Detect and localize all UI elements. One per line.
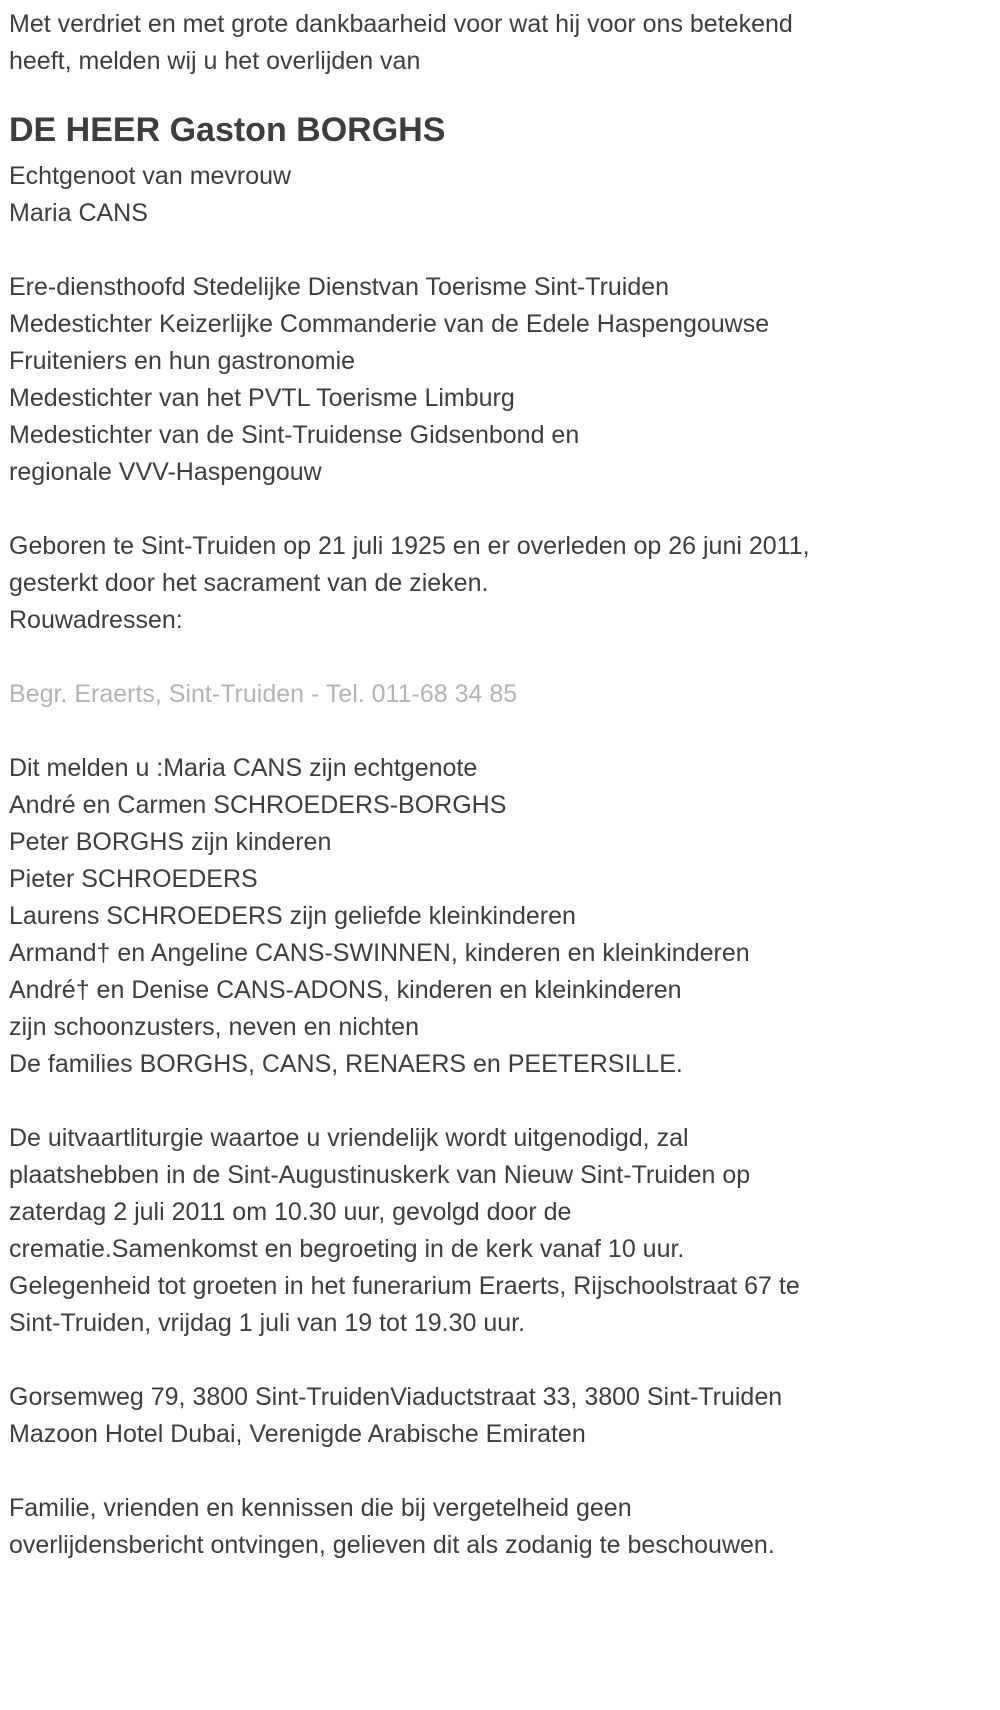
- family-line: André† en Denise CANS-ADONS, kinderen en kleinkinderen: [9, 976, 682, 1004]
- spouse-name: Maria CANS: [9, 199, 148, 227]
- family-line: Laurens SCHROEDERS zijn geliefde kleinkinderen: [9, 902, 576, 930]
- funeral-home-line: Begr. Eraerts, Sint-Truiden - Tel. 011-68 34 85: [9, 680, 518, 708]
- spouse-relation-line: Echtgenoot van mevrouw: [9, 162, 292, 190]
- birth-death-line: Geboren te Sint-Truiden op 21 juli 1925 en er overleden op 26 juni 2011,: [9, 532, 810, 560]
- honor-line: Fruiteniers en hun gastronomie: [9, 347, 356, 375]
- address-line: Gorsemweg 79, 3800 Sint-TruidenViaductstraat 33, 3800 Sint-Truiden: [9, 1383, 783, 1411]
- address-line: Mazoon Hotel Dubai, Verenigde Arabische Emiraten: [9, 1420, 586, 1448]
- family-line: André en Carmen SCHROEDERS-BORGHS: [9, 791, 507, 819]
- ceremony-line: crematie.Samenkomst en begroeting in de kerk vanaf 10 uur.: [9, 1235, 685, 1263]
- honor-line: Ere-diensthoofd Stedelijke Dienstvan Toerisme Sint-Truiden: [9, 273, 670, 301]
- ceremony-line: zaterdag 2 juli 2011 om 10.30 uur, gevolgd door de: [9, 1198, 572, 1226]
- ceremony-line: Sint-Truiden, vrijdag 1 juli van 19 tot 19.30 uur.: [9, 1309, 526, 1337]
- honors-list: [9, 269, 990, 491]
- ceremony-line: De uitvaartliturgie waartoe u vriendelijk wordt uitgenodigd, zal: [9, 1124, 689, 1152]
- addresses-paragraph: [9, 1379, 990, 1453]
- intro-line: heeft, melden wij u het overlijden van: [9, 47, 421, 75]
- honor-line: Medestichter Keizerlijke Commanderie van de Edele Haspengouwse: [9, 310, 770, 338]
- honor-line: regionale VVV-Haspengouw: [9, 458, 322, 486]
- funeral-home-contact: [9, 676, 990, 713]
- closing-line: overlijdensbericht ontvingen, gelieven dit als zodanig te beschouwen.: [9, 1531, 775, 1559]
- deceased-section: [9, 106, 990, 232]
- family-line: De families BORGHS, CANS, RENAERS en PEETERSILLE.: [9, 1050, 683, 1078]
- ceremony-line: Gelegenheid tot groeten in het funerarium Eraerts, Rijschoolstraat 67 te: [9, 1272, 800, 1300]
- rouwadressen-label: Rouwadressen:: [9, 606, 183, 634]
- honor-line: Medestichter van de Sint-Truidense Gidsenbond en: [9, 421, 580, 449]
- family-list: [9, 750, 990, 1083]
- intro-line: Met verdriet en met grote dankbaarheid voor wat hij voor ons betekend: [9, 10, 793, 38]
- birth-death-paragraph: [9, 528, 990, 639]
- family-line: Armand† en Angeline CANS-SWINNEN, kinderen en kleinkinderen: [9, 939, 750, 967]
- family-line: Peter BORGHS zijn kinderen: [9, 828, 332, 856]
- ceremony-paragraph: [9, 1120, 990, 1342]
- intro-paragraph: [9, 6, 990, 80]
- deceased-name: DE HEER Gaston BORGHS: [9, 111, 446, 149]
- ceremony-line: plaatshebben in de Sint-Augustinuskerk van Nieuw Sint-Truiden op: [9, 1161, 751, 1189]
- closing-line: Familie, vrienden en kennissen die bij vergetelheid geen: [9, 1494, 632, 1522]
- family-line: Dit melden u :Maria CANS zijn echtgenote: [9, 754, 478, 782]
- honor-line: Medestichter van het PVTL Toerisme Limburg: [9, 384, 515, 412]
- closing-paragraph: [9, 1490, 990, 1564]
- birth-death-line: gesterkt door het sacrament van de zieken.: [9, 569, 489, 597]
- family-line: Pieter SCHROEDERS: [9, 865, 258, 893]
- family-line: zijn schoonzusters, neven en nichten: [9, 1013, 419, 1041]
